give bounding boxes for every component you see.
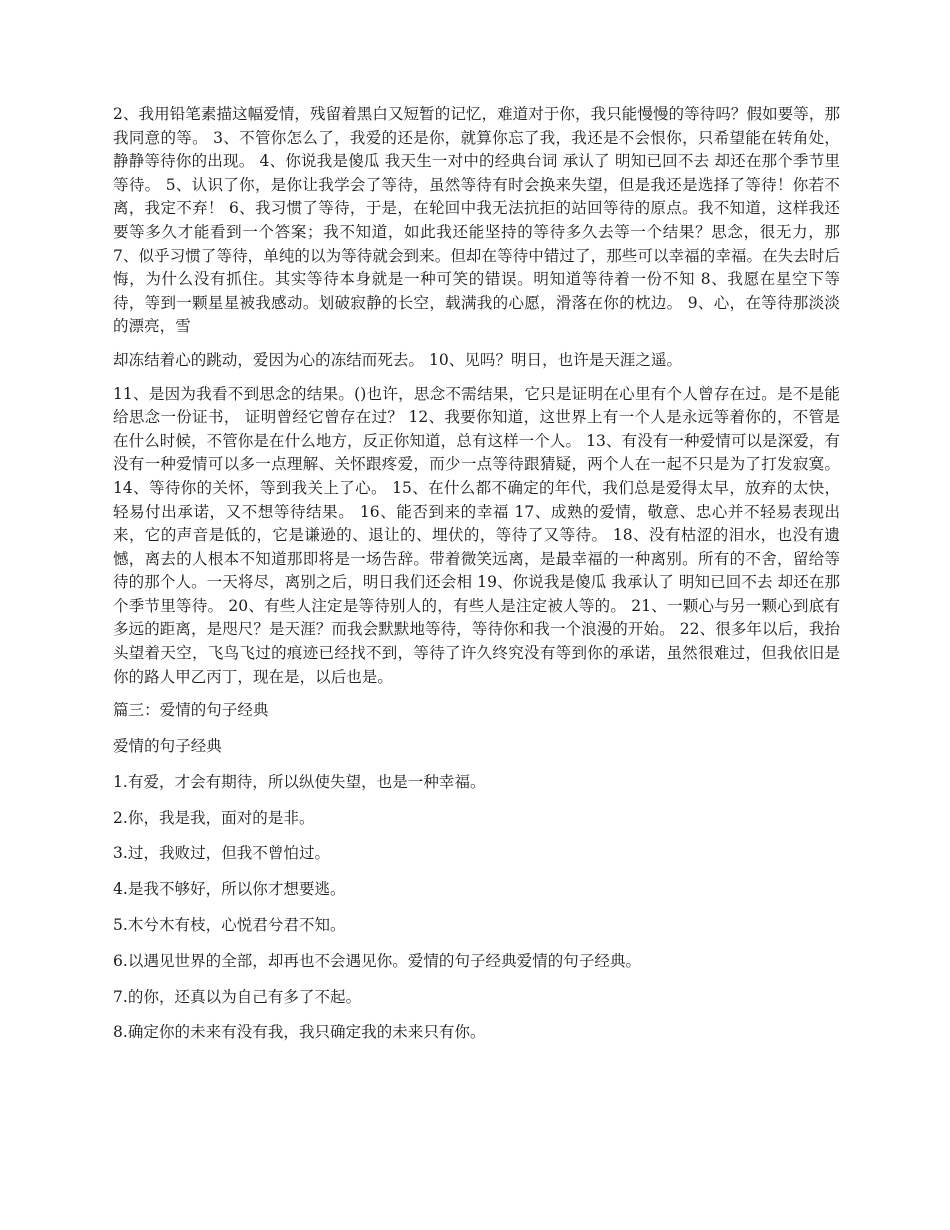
list-item: 6.以遇见世界的全部，却再也不会遇见你。爱情的句子经典爱情的句子经典。 (113, 951, 642, 970)
list-item: 1.有爱，才会有期待，所以纵使失望，也是一种幸福。 (113, 772, 486, 791)
list-item: 4.是我不够好，所以你才想要逃。 (113, 880, 346, 899)
paragraph: 却冻结着心的跳动，爱因为心的冻结而死去。 10、见吗？明日，也许是天涯之遥。 (113, 350, 683, 369)
section-heading: 篇三：爱情的句子经典 (113, 701, 269, 720)
document-body (113, 103, 840, 1057)
paragraph: 11、是因为我看不到思念的结果。()也许，思念不需结果，它只是证明在心里有个人曾存在过。是不是能给思念一份证书， 证明曾经它曾存在过？ 12、我要你知道，这世界上有一个人是永远等着你的，不管是在什么时候，不管你是在什么地方，反正你知道，总有这样一个人。 13、有没有一种爱情可以是深爱，有没有一种爱情可以多一点理解、关怀跟疼爱，而少一点等待跟猜疑，两个人在一起不只是为了打发寂寞。 14、等待你的关怀，等到我关上了心。 15、在什么都不确定的年代，我们总是爱得太早，放弃的太快，轻易付出承诺，又不想等待结果。 16、能否到来的幸福 17、成熟的爱情，敬意、忠心并不轻易表现出来，它的声音是低的，它是谦逊的、退让的、埋伏的，等待了又等待。 18、没有枯涩的泪水，也没有遗憾，离去的人根本不知道那即将是一场告辞。带着微笑远离，是最幸福的一种离别。所有的不舍，留给等待的那个人。一天将尽，离别之后，明日我们还会相 19、你说我是傻瓜 我承认了 明知已回不去 却还在那个季节里等待。 20、有些人注定是等待别人的，有些人是注定被人等的。 21、一颗心与另一颗心到底有多远的距离，是咫尺？是天涯？而我会默默地等待，等待你和我一个浪漫的开始。 22、很多年以后，我抬头望着天空，飞鸟飞过的痕迹已经找不到，等待了许久终究没有等到你的承诺，虽然很难过，但我依旧是你的路人甲乙丙丁，现在是，以后也是。 (113, 384, 840, 686)
list-item: 2.你，我是我，面对的是非。 (113, 808, 315, 827)
paragraph: 2、我用铅笔素描这幅爱情，残留着黑白又短暂的记忆，难道对于你，我只能慢慢的等待吗？假如要等，那我同意的等。 3、不管你怎么了，我爱的还是你，就算你忘了我，我还是不会恨你，只希望能在转角处，静静等待你的出现。 4、你说我是傻瓜 我天生一对中的经典台词 承认了 明知已回不去 却还在那个季节里等待。 5、认识了你，是你让我学会了等待，虽然等待有时会换来失望，但是我还是选择了等待！你若不离，我定不弃！ 6、我习惯了等待，于是，在轮回中我无法抗拒的站回等待的原点。我不知道，这样我还要等多久才能看到一个答案；我不知道，如此我还能坚持的等待多久去等一个结果？思念，很无力，那 7、似乎习惯了等待，单纯的以为等待就会到来。但却在等待中错过了，那些可以幸福的幸福。在失去时后悔，为什么没有抓住。其实等待本身就是一种可笑的错误。明知道等待着一份不知 8、我愿在星空下等待，等到一颗星星被我感动。划破寂静的长空，载满我的心愿，滑落在你的枕边。 9、心，在等待那淡淡的漂亮，雪 (113, 105, 840, 336)
list-item: 5.木兮木有枝，心悦君兮君不知。 (113, 915, 346, 934)
section-title: 爱情的句子经典 (113, 737, 222, 756)
list-item: 3.过，我败过，但我不曾怕过。 (113, 844, 331, 863)
list-item: 8.确定你的未来有没有我，我只确定我的未来只有你。 (113, 1023, 486, 1042)
list-item: 7.的你，还真以为自己有多了不起。 (113, 987, 362, 1006)
